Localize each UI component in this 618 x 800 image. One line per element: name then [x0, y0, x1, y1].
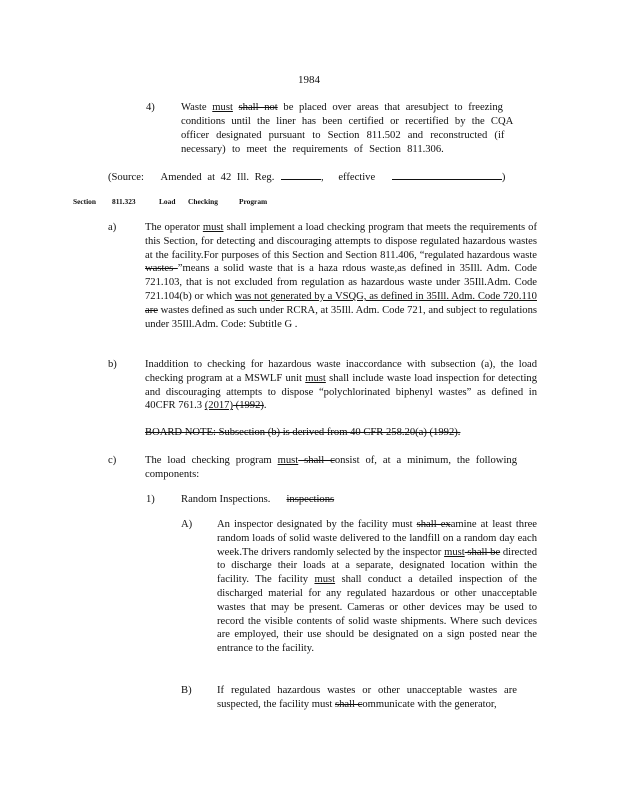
item-a-t4: shall conduct a detailed inspection of the discharged material for any regulated hazardous or other unacceptable wastes that may be present. Cameras or other devices may be used to record the visible contents of solid waste shipments. Where such devices are employed, their use should be designated on a sign posted near the entrance to the facility. [217, 574, 538, 655]
item-1-text [181, 493, 334, 506]
inserted-must: must [212, 102, 233, 113]
item-a-t1: An inspector designated by the facility must [217, 519, 417, 530]
para-b-t3: . [263, 400, 267, 412]
item-a-text [217, 518, 537, 656]
para-c-t1: The load checking program [145, 455, 278, 466]
struck-wastes: wastes [145, 263, 178, 275]
item-4-line-4: necessary) to meet the requirements of Section 811.306. [181, 144, 444, 155]
page-number: 1984 [298, 74, 320, 86]
para-b-t1: Inaddition to checking for hazardous waste inaccordance with subsection (a), the load checking program at a MSWLF unit [145, 359, 537, 384]
item-4-text: Waste [181, 102, 213, 113]
inserted-must: must [277, 455, 299, 466]
item-a-t3: directed to discharge their loads at a separate, designated location within the facility. The facility [217, 546, 537, 586]
item-a-t2: amine at least three random loads of solid waste delivered to the landfill on a random day each week.The drivers randomly selected by the inspector [217, 519, 538, 558]
item-4-label: 4) [146, 102, 155, 113]
effective-date-blank [392, 169, 502, 180]
para-a-t2: shall implement a load checking program that meets the requirements of this Section, for detecting and discouraging attempts to dispose regulated hazardous wastes at the facility.For purposes of this Section and Section 811.406, “regulated hazardous waste [145, 222, 537, 261]
section-word: Section [73, 197, 96, 206]
section-title-program: Program [239, 197, 268, 206]
struck-inspections: inspections [286, 494, 335, 505]
struck-shall: shall ex [416, 519, 451, 530]
para-b-label: b) [108, 359, 117, 370]
inserted-vsqg-clause: was not generated by a VSQG, as defined in 35Ill. Adm. Code 720.110 [234, 290, 537, 302]
inserted-must: must [314, 574, 336, 586]
struck-shall-be: shall be [464, 546, 501, 558]
source-label: (Source: [108, 172, 144, 183]
item-b-label: B) [181, 685, 192, 696]
struck-are: are [145, 304, 158, 316]
item-b-t1: If regulated hazardous wastes or other unacceptable wastes are suspected, the facility must [217, 685, 517, 710]
para-c-t2: onsist of, at a minimum, the following components: [145, 455, 517, 480]
random-inspections-heading: Random Inspections. [181, 494, 271, 505]
board-note [145, 426, 537, 440]
effective-label: effective [338, 172, 376, 183]
struck-shall-not: shall not [238, 102, 278, 113]
para-a-t4: wastes defined as such under RCRA, at 35Ill. Adm. Code 721, and subject to regulations under 35Ill.Adm. Code: Subtitle G . [145, 304, 537, 330]
struck-shall: shall c [298, 455, 335, 466]
source-text: Amended at 42 Ill. Reg. [160, 172, 275, 183]
para-a-text [145, 221, 537, 331]
para-b-text [145, 358, 537, 413]
section-number: 811.323 [112, 197, 136, 206]
para-a-label: a) [108, 222, 117, 233]
item-4-line-3: officer designated pursuant to Section 811.502 and reconstructed (if [181, 130, 505, 141]
inserted-must: must [305, 372, 326, 384]
item-a-label: A) [181, 519, 193, 530]
item-4-text-cont: be placed over areas that aresubject to freezing [277, 102, 503, 113]
section-title-checking: Checking [188, 197, 218, 206]
para-b-t2: shall include waste load inspection for detecting and discouraging attempts to dispose “polychlorinated biphenyl wastes” as defined in 40CFR 761.3 [145, 372, 537, 412]
inserted-must: must [202, 222, 224, 233]
inserted-must: must [444, 546, 465, 558]
register-page-blank [281, 169, 321, 180]
item-b-text [217, 684, 517, 712]
item-4-line-1 [181, 101, 503, 114]
struck-shall: shall c [334, 698, 363, 710]
source-comma: , [321, 172, 324, 183]
para-c-label: c) [108, 455, 117, 466]
struck-year: (1992) [233, 400, 264, 412]
item-1-label: 1) [146, 494, 155, 505]
para-a-t3: ”means a solid waste that is a haza rdous waste,as defined in 35Ill. Adm. Code 721.103, that is not excluded from regulation as hazardous waste under 35Ill.Adm. Code 721.104(b) or which [145, 263, 537, 302]
para-c-text [145, 454, 517, 482]
section-title-load: Load [159, 197, 176, 206]
source-close: ) [501, 172, 506, 183]
inserted-year: (2017) [204, 400, 234, 412]
item-4-line-2: conditions until the liner has been certified or recertified by the CQA [181, 116, 514, 127]
struck-board-note: BOARD NOTE: Subsection (b) is derived from 40 CFR 258.20(a) (1992). [145, 427, 461, 438]
source-line [108, 169, 505, 184]
para-a-t1: The operator [145, 222, 203, 233]
item-b-t2: ommunicate with the generator, [362, 698, 497, 710]
